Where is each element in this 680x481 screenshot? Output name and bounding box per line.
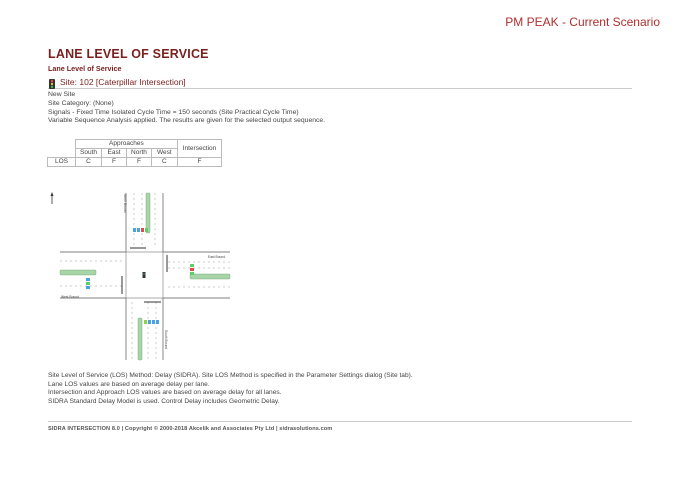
method-notes (48, 372, 413, 407)
note-line: SIDRA Standard Delay Model is used. Control Delay includes Geometric Delay. (48, 398, 280, 406)
intersection-header: Intersection (177, 140, 222, 158)
los-west: C (151, 158, 177, 167)
los-intersection: F (177, 158, 222, 167)
info-line: Signals - Fixed Time Isolated Cycle Time = 150 seconds (Site Practical Cycle Time) (48, 108, 299, 116)
site-label: Site: 102 [Caterpillar Intersection] (60, 77, 186, 87)
footer-copyright: SIDRA INTERSECTION 8.0 | Copyright © 2000-2018 Akcelik and Associates Pty Ltd | sidrasolutions.com (48, 421, 632, 432)
east-bound-label: East Bound (208, 255, 226, 259)
site-info (48, 91, 325, 126)
approaches-header: Approaches (76, 140, 178, 149)
scenario-title: PM PEAK - Current Scenario (505, 15, 660, 29)
south-bound-label: South Bound (164, 330, 168, 350)
los-summary-table (47, 139, 222, 167)
column-south: South (76, 149, 102, 158)
note-line: Site Level of Service (LOS) Method: Delay (SIDRA). Site LOS Method is specified in the Parameter Settings dialog (Site tab). (48, 372, 413, 379)
page-subtitle: Lane Level of Service (48, 64, 122, 73)
los-east: F (102, 158, 127, 167)
intersection-diagram (48, 190, 238, 370)
column-east: East (102, 149, 127, 158)
site-header (48, 75, 632, 89)
page-title: LANE LEVEL OF SERVICE (48, 47, 209, 61)
north-arrow-icon (51, 192, 54, 204)
lane-los-markers (86, 228, 194, 324)
table-corner (48, 140, 76, 158)
info-line: Site Category: (None) (48, 99, 114, 107)
column-west: West (151, 149, 177, 158)
west-bound-label: West Bound (61, 295, 79, 299)
info-line: New Site (48, 91, 76, 98)
note-line: Lane LOS values are based on average delay per lane. (48, 380, 210, 388)
note-line: Intersection and Approach LOS values are based on average delay for all lanes. (48, 389, 282, 397)
los-north: F (127, 158, 152, 167)
signal-icon (143, 272, 146, 278)
column-north: North (127, 149, 152, 158)
row-label-los: LOS (48, 158, 76, 167)
info-line: Variable Sequence Analysis applied. The results are given for the selected output sequence. (48, 117, 326, 125)
north-bound-label: North Bound (123, 194, 127, 213)
los-south: C (76, 158, 102, 167)
